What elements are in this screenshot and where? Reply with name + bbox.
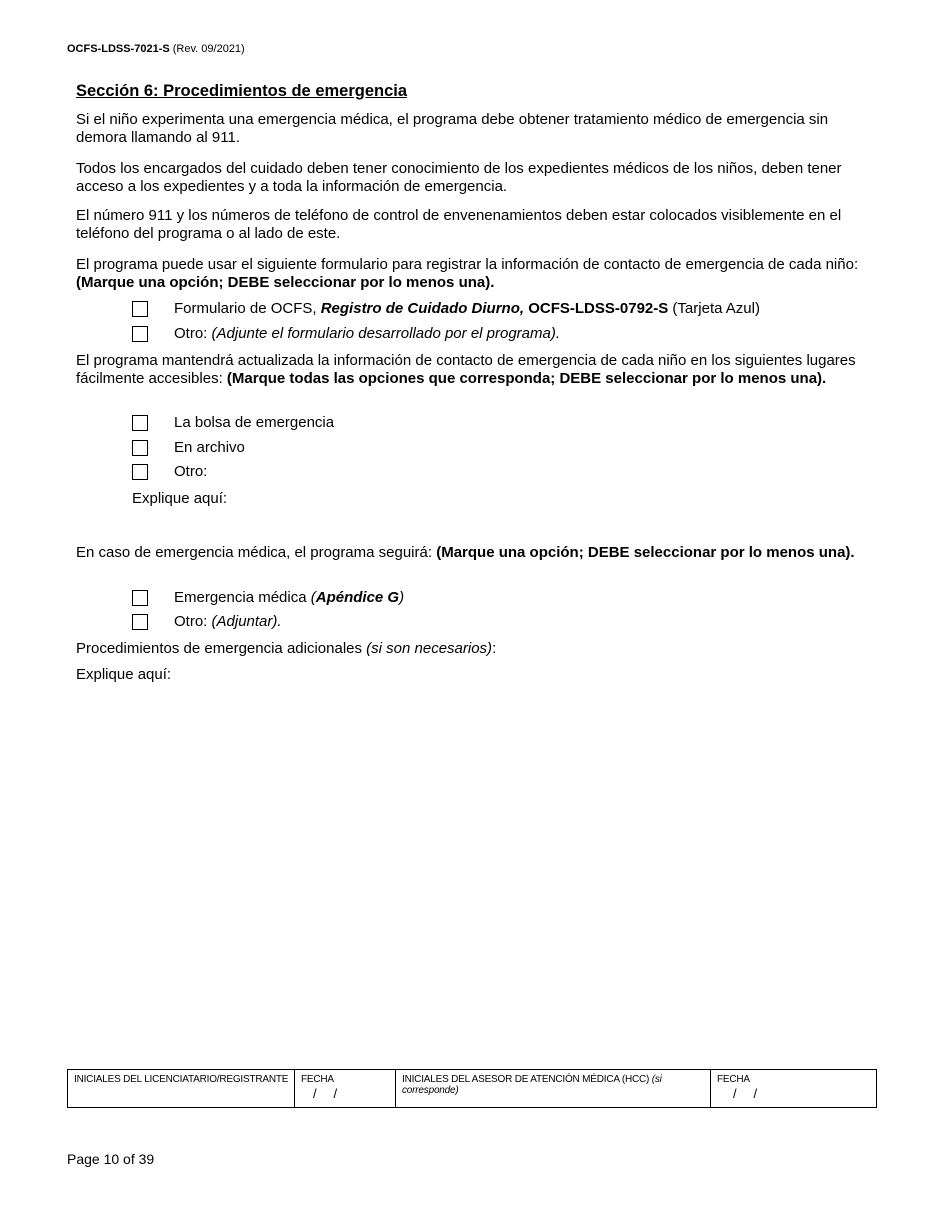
paren-close: ) [399, 589, 405, 606]
paragraph-contact-form [76, 256, 876, 292]
checkbox-on-file[interactable] [132, 440, 148, 456]
paragraph-medical-emergency [76, 544, 876, 562]
form-header [67, 43, 245, 55]
label-italic: (Adjuntar). [211, 613, 282, 630]
label-text: Formulario de OCFS, [174, 300, 321, 317]
checkbox-emergency-bag[interactable] [132, 415, 148, 431]
section-title: Sección 6: Procedimientos de emergencia [76, 82, 408, 100]
checkbox-other-location[interactable] [132, 464, 148, 480]
licensee-initials-cell[interactable] [68, 1070, 295, 1107]
paragraph-colon: : [492, 640, 497, 657]
option-label [174, 613, 282, 631]
option-label: La bolsa de emergencia [174, 414, 335, 431]
checkbox-ocfs-form[interactable] [132, 301, 148, 317]
paragraph-text: El programa mantendrá actualizada la información de contacto de emergencia de cada niño en los siguientes lugares fácilmente accesibles: [76, 352, 856, 387]
paragraph-caregivers: Todos los encargados del cuidado deben tener conocimiento de los expedientes médicos de los niños, deben tener acceso a los expedientes y a toda la información de emergencia. [76, 160, 842, 195]
paragraph-contact-locations [76, 352, 876, 388]
label-appendix: Apéndice G [315, 589, 400, 606]
date-slashes: / / [733, 1086, 757, 1101]
hcc-initials-cell[interactable] [396, 1070, 711, 1107]
hcc-initials-label: INICIALES DEL ASESOR DE ATENCIÓN MÉDICA (HCC) [402, 1074, 652, 1085]
paragraph-911: Si el niño experimenta una emergencia médica, el programa debe obtener tratamiento médico de emergencia sin demora llamando al 911. [76, 111, 829, 146]
licensee-initials-label: INICIALES DEL LICENCIATARIO/REGISTRANTE [74, 1074, 289, 1085]
checkbox-medical-emergency[interactable] [132, 590, 148, 606]
label-text: Emergencia médica [174, 589, 311, 606]
option-label [174, 300, 760, 318]
paragraph-text: El programa puede usar el siguiente formulario para registrar la información de contacto de emergencia de cada niño: [76, 256, 859, 273]
option-label [174, 325, 560, 343]
form-id: OCFS-LDSS-7021-S [67, 43, 170, 55]
paragraph-text: Procedimientos de emergencia adicionales [76, 640, 367, 657]
hcc-italic-note: (si corresponde) [402, 1074, 662, 1096]
instruction-bold: (Marque todas las opciones que corresponda; DEBE seleccionar por lo menos una). [226, 370, 827, 387]
instruction-bold: (Marque una opción; DEBE seleccionar por lo menos una). [436, 544, 855, 561]
paragraph-poison-control: El número 911 y los números de teléfono de control de envenenamientos deben estar colocados visiblemente en el teléfono del programa o al lado de este. [76, 207, 842, 242]
option-label: En archivo [174, 439, 245, 456]
label-text: Otro: [174, 613, 212, 630]
label-form-name: Registro de Cuidado Diurno, [320, 300, 525, 317]
explain-label-2: Explique aquí: [76, 666, 172, 683]
paragraph-additional-procedures [76, 640, 876, 658]
initials-table [67, 1069, 877, 1108]
date-label: FECHA [301, 1074, 334, 1085]
paragraph-text: En caso de emergencia médica, el programa seguirá: [76, 544, 437, 561]
page-number: Page 10 of 39 [67, 1151, 155, 1167]
option-label [174, 589, 404, 607]
date-slashes: / / [313, 1086, 337, 1101]
checkbox-other-form[interactable] [132, 326, 148, 342]
label-italic: (Adjunte el formulario desarrollado por el programa). [211, 325, 561, 342]
hcc-date-cell[interactable] [711, 1070, 876, 1107]
licensee-date-cell[interactable] [295, 1070, 396, 1107]
label-text-end: (Tarjeta Azul) [668, 300, 760, 317]
paren-open: ( [310, 589, 316, 606]
explain-label-1: Explique aquí: [132, 490, 228, 507]
checkbox-other-procedure[interactable] [132, 614, 148, 630]
instruction-bold: (Marque una opción; DEBE seleccionar por lo menos una). [76, 274, 495, 291]
paragraph-italic: (si son necesarios) [366, 640, 493, 657]
option-label: Otro: [174, 463, 208, 480]
form-revision: (Rev. 09/2021) [172, 43, 245, 55]
label-text: Otro: [174, 325, 212, 342]
label-form-id: OCFS-LDSS-0792-S [524, 300, 669, 317]
date-label: FECHA [717, 1074, 750, 1085]
